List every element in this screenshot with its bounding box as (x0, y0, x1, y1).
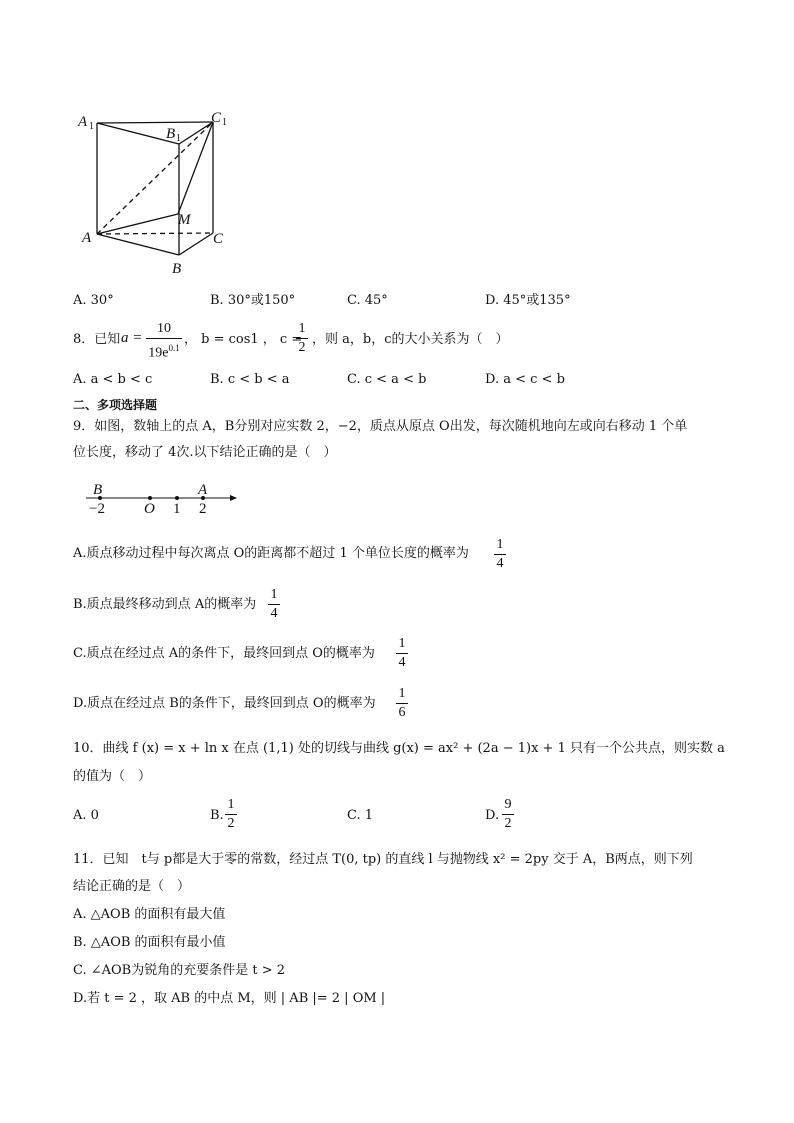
q9-d-den: 6 (398, 705, 406, 720)
q8-number: 8．已知 (73, 332, 121, 347)
q11-line1: 11．已知 t与 p都是大于零的常数，经过点 T(0, tp) 的直线 l 与抛物线 x² = 2py 交于 A，B两点，则下列 (73, 852, 693, 867)
label-A1-sub: 1 (89, 121, 94, 132)
q10-line1: 10．曲线 f (x) = x + ln x 在点 (1,1) 处的切线与曲线 g(x) = ax² + (2a − 1)x + 1 只有一个公共点，则实数 a (73, 741, 725, 756)
label-C1: C (211, 110, 222, 126)
q10-b-num: 1 (227, 797, 235, 812)
q9-option-b: B.质点最终移动到点 A的概率为 (73, 597, 257, 612)
axis-label-O: O (144, 501, 155, 516)
q11-line2: 结论正确的是（ ） (73, 879, 191, 894)
q9-a-den: 4 (496, 556, 504, 571)
label-A: A (82, 230, 92, 246)
q9-b-den: 4 (270, 606, 278, 621)
section-heading: 二、多项选择题 (73, 398, 158, 412)
q8-option-a: A. a < b < c (73, 372, 153, 387)
q10-option-d: D. (485, 808, 500, 823)
q9-c-den: 4 (398, 655, 406, 670)
q9-line1: 9．如图，数轴上的点 A，B分别对应实数 2，−2，质点从原点 O出发，每次随机地向左或向右移动 1 个单 (73, 419, 688, 434)
label-C: C (213, 231, 224, 247)
label-A1: A (78, 114, 88, 130)
q8-a-num: 10 (157, 321, 171, 336)
q8-b-part: ， b = cos1 ， c = (184, 332, 303, 347)
q8-c-num: 1 (298, 321, 306, 336)
q10-d-den: 2 (504, 816, 512, 831)
q9-d-num: 1 (398, 686, 406, 701)
q9-c-num: 1 (398, 636, 406, 651)
q10-option-b: B. (210, 808, 224, 823)
q9-option-a: A.质点移动过程中每次离点 O的距离都不超过 1 个单位长度的概率为 (73, 546, 469, 561)
q9-a-num: 1 (496, 537, 504, 552)
label-B1: B (166, 126, 176, 142)
number-line (80, 476, 240, 516)
q9-line2: 位长度，移动了 4次.以下结论正确的是（ ） (73, 445, 337, 460)
axis-label-A: A (198, 482, 208, 498)
q8-option-b: B. c < b < a (210, 372, 290, 387)
q9-b-num: 1 (270, 587, 278, 602)
q9-a-fraction (494, 537, 506, 572)
q8-a-eq: a = (121, 330, 143, 346)
q9-d-fraction (396, 686, 408, 721)
q10-d-num: 9 (504, 797, 512, 812)
q8-tail: ，则 a，b，c的大小关系为（ ） (312, 332, 509, 347)
label-C1-sub: 1 (222, 117, 227, 128)
q7-option-a: A. 30° (73, 293, 114, 308)
q8-option-c: C. c < a < b (347, 372, 427, 387)
q11-option-a: A. △AOB 的面积有最大值 (73, 907, 226, 922)
q11-option-c: C. ∠AOB为锐角的充要条件是 t > 2 (73, 963, 286, 978)
q9-option-c: C.质点在经过点 A的条件下，最终回到点 O的概率为 (73, 646, 375, 661)
axis-tick-1: 1 (173, 501, 181, 516)
q10-option-a: A. 0 (73, 808, 99, 823)
axis-tick-neg2: −2 (89, 501, 105, 516)
q8-c-den: 2 (298, 340, 306, 355)
q8-option-d: D. a < c < b (485, 372, 565, 387)
q8-a-den: 19e (148, 345, 169, 361)
q10-line2: 的值为（ ） (73, 769, 152, 784)
q7-option-b: B. 30°或150° (210, 293, 296, 308)
label-M: M (178, 212, 191, 228)
axis-tick-2: 2 (199, 501, 207, 516)
prism-figure (70, 100, 250, 280)
q7-option-c: C. 45° (347, 293, 388, 308)
q10-b-fraction (225, 797, 237, 832)
q8-a-fraction (146, 321, 182, 362)
q11-option-d: D.若 t = 2 ，取 AB 的中点 M，则 | AB |= 2 | OM | (73, 991, 386, 1006)
label-B: B (172, 261, 182, 277)
q9-c-fraction (396, 636, 408, 671)
q11-option-b: B. △AOB 的面积有最小值 (73, 935, 226, 950)
q8-c-fraction (296, 321, 308, 356)
q8-a-den-exp: 0.1 (168, 343, 180, 353)
q9-b-fraction (268, 587, 280, 622)
label-B1-sub: 1 (176, 133, 181, 144)
q9-option-d: D.质点在经过点 B的条件下，最终回到点 O的概率为 (73, 696, 376, 711)
q10-d-fraction (502, 797, 514, 832)
axis-label-B: B (93, 482, 103, 498)
q10-option-c: C. 1 (347, 808, 374, 823)
q7-option-d: D. 45°或135° (485, 293, 571, 308)
q10-b-den: 2 (227, 816, 235, 831)
